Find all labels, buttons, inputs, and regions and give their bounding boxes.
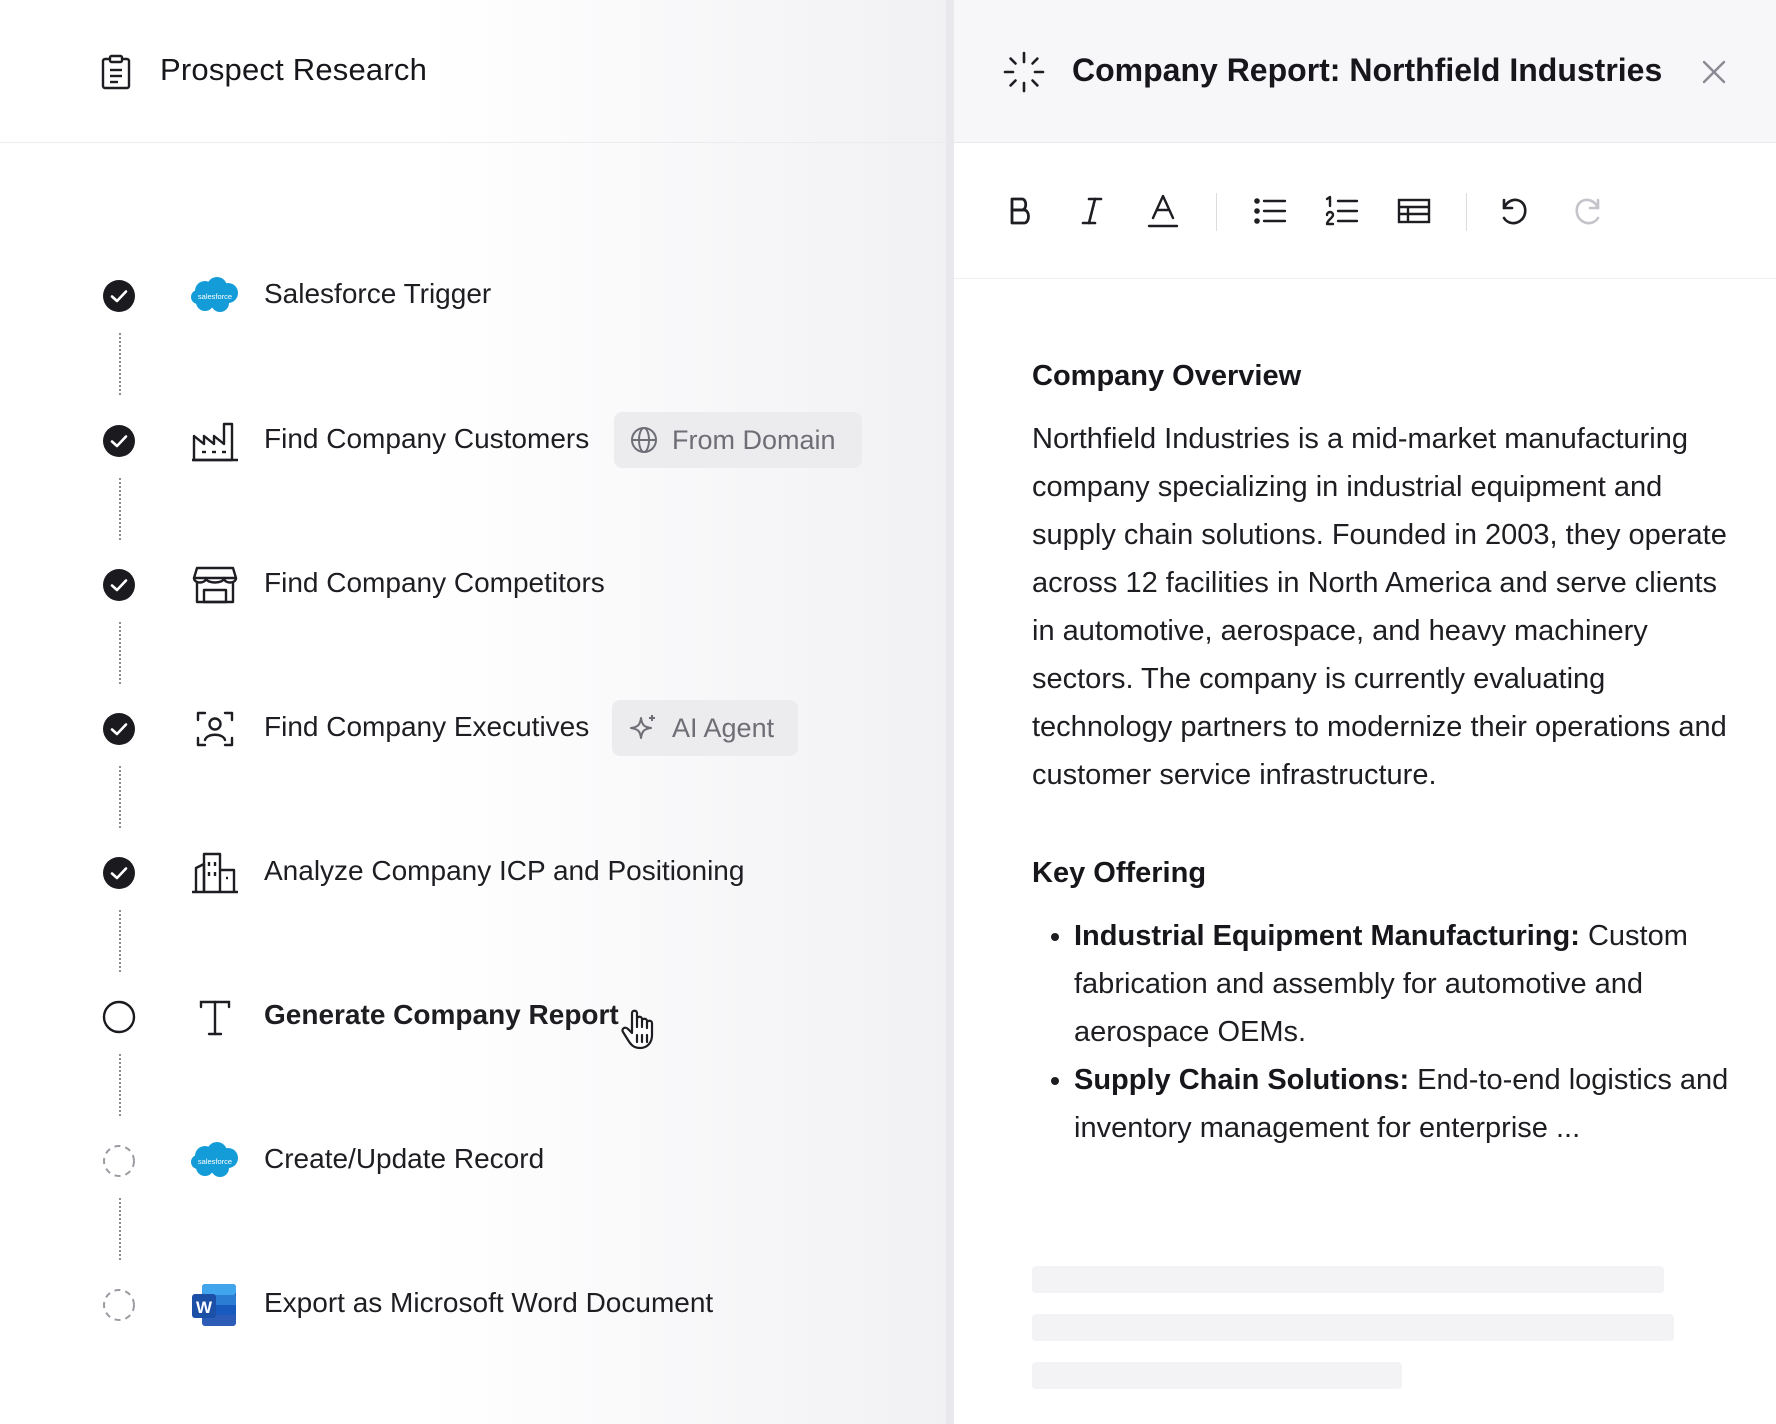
table-button[interactable] [1392, 189, 1436, 233]
numbered-list-icon [1325, 195, 1359, 227]
storefront-icon [190, 562, 240, 608]
undo-button[interactable] [1492, 189, 1536, 233]
step-label: Create/Update Record [264, 1143, 545, 1174]
offering-list [1032, 912, 1732, 1152]
factory-icon [190, 418, 240, 464]
step-connector [119, 766, 121, 828]
step-label: Find Company Competitors [264, 567, 605, 598]
text-icon [190, 994, 240, 1040]
word-logo-icon [190, 1282, 240, 1328]
report-header [954, 0, 1776, 143]
report-title: Company Report: Northfield Industries [1072, 52, 1663, 88]
step-label: Analyze Company ICP and Positioning [264, 855, 745, 886]
step-label: Generate Company Report [264, 999, 619, 1030]
pending-circle-icon [102, 1144, 136, 1178]
step-connector [119, 478, 121, 540]
report-panel [954, 0, 1776, 1424]
building-icon [190, 850, 240, 896]
panel-divider[interactable] [946, 0, 954, 1424]
check-circle-icon [102, 279, 136, 313]
editor-toolbar [954, 143, 1776, 279]
salesforce-logo-text: salesforce [197, 292, 233, 301]
from-domain-tag[interactable] [614, 412, 862, 468]
step-generate-company-report[interactable] [0, 986, 946, 1046]
loading-spinner-icon [1002, 50, 1046, 99]
word-logo-text: W [195, 1298, 213, 1317]
step-label: Export as Microsoft Word Document [264, 1287, 714, 1318]
report-document[interactable] [1032, 360, 1732, 1152]
loading-skeleton-line [1032, 1266, 1664, 1293]
sparkle-icon [628, 713, 658, 743]
workflow-title: Prospect Research [160, 52, 428, 87]
bold-button[interactable] [998, 189, 1042, 233]
hand-cursor-icon [620, 1005, 668, 1058]
check-circle-icon [102, 568, 136, 602]
redo-icon [1570, 194, 1606, 228]
step-create-update-record[interactable] [0, 1130, 946, 1190]
toolbar-separator [1216, 193, 1217, 231]
pending-circle-icon [102, 1288, 136, 1322]
tag-label: AI Agent [672, 712, 775, 743]
step-connector [119, 333, 121, 395]
text-color-icon [1146, 193, 1180, 229]
italic-icon [1077, 195, 1107, 227]
check-circle-icon [102, 712, 136, 746]
list-item [1074, 912, 1732, 1056]
salesforce-logo-icon [190, 1138, 240, 1184]
salesforce-logo-text: salesforce [197, 1157, 233, 1166]
step-connector [119, 910, 121, 972]
numbered-list-button[interactable] [1320, 189, 1364, 233]
offering-text: End-to-end logistics and inventory management for enterprise ... [1074, 1064, 1729, 1144]
offering-title: Industrial Equipment Manufacturing: [1074, 920, 1580, 952]
offering-heading: Key Offering [1032, 857, 1207, 889]
step-export-word-document[interactable] [0, 1274, 946, 1334]
toolbar-separator [1466, 193, 1467, 231]
step-salesforce-trigger[interactable] [0, 265, 946, 325]
clipboard-icon [100, 54, 132, 95]
text-color-button[interactable] [1141, 189, 1185, 233]
salesforce-logo-icon [190, 273, 240, 319]
bulleted-list-button[interactable] [1248, 189, 1292, 233]
close-icon[interactable] [1700, 58, 1728, 91]
overview-paragraph: Northfield Industries is a mid-market manufacturing company specializing in industrial equipment and supply chain solutions. Founded in 2003, they operate across 12 facilities in North America and serve clients in automotive, aerospace, and heavy machinery sectors. The company is currently evaluating technology partners to modernize their operations and customer service infrastructure. [1032, 423, 1727, 791]
person-scan-icon [190, 706, 240, 752]
overview-heading: Company Overview [1032, 360, 1302, 392]
loading-skeleton-line [1032, 1314, 1674, 1341]
step-label: Find Company Customers [264, 423, 590, 454]
step-connector [119, 622, 121, 684]
undo-icon [1496, 194, 1532, 228]
table-icon [1397, 197, 1431, 225]
ai-agent-tag[interactable] [612, 700, 798, 756]
step-label: Find Company Executives [264, 711, 590, 742]
offering-text: Custom fabrication and assembly for automotive and aerospace OEMs. [1074, 920, 1688, 1048]
workflow-header [0, 0, 946, 143]
step-connector [119, 1198, 121, 1260]
redo-button[interactable] [1566, 189, 1610, 233]
check-circle-icon [102, 424, 136, 458]
list-item [1074, 1056, 1732, 1152]
loading-skeleton-line [1032, 1362, 1402, 1389]
offering-title: Supply Chain Solutions: [1074, 1064, 1410, 1096]
bulleted-list-icon [1253, 196, 1287, 226]
in-progress-circle-icon [102, 1000, 136, 1034]
step-label: Salesforce Trigger [264, 278, 492, 309]
globe-icon [630, 426, 658, 454]
step-find-company-customers[interactable] [0, 410, 946, 470]
step-find-company-competitors[interactable] [0, 554, 946, 614]
step-analyze-company-icp[interactable] [0, 842, 946, 902]
step-connector [119, 1054, 121, 1116]
step-find-company-executives[interactable] [0, 698, 946, 758]
check-circle-icon [102, 856, 136, 890]
tag-label: From Domain [672, 424, 836, 455]
italic-button[interactable] [1070, 189, 1114, 233]
bold-icon [1005, 195, 1035, 227]
